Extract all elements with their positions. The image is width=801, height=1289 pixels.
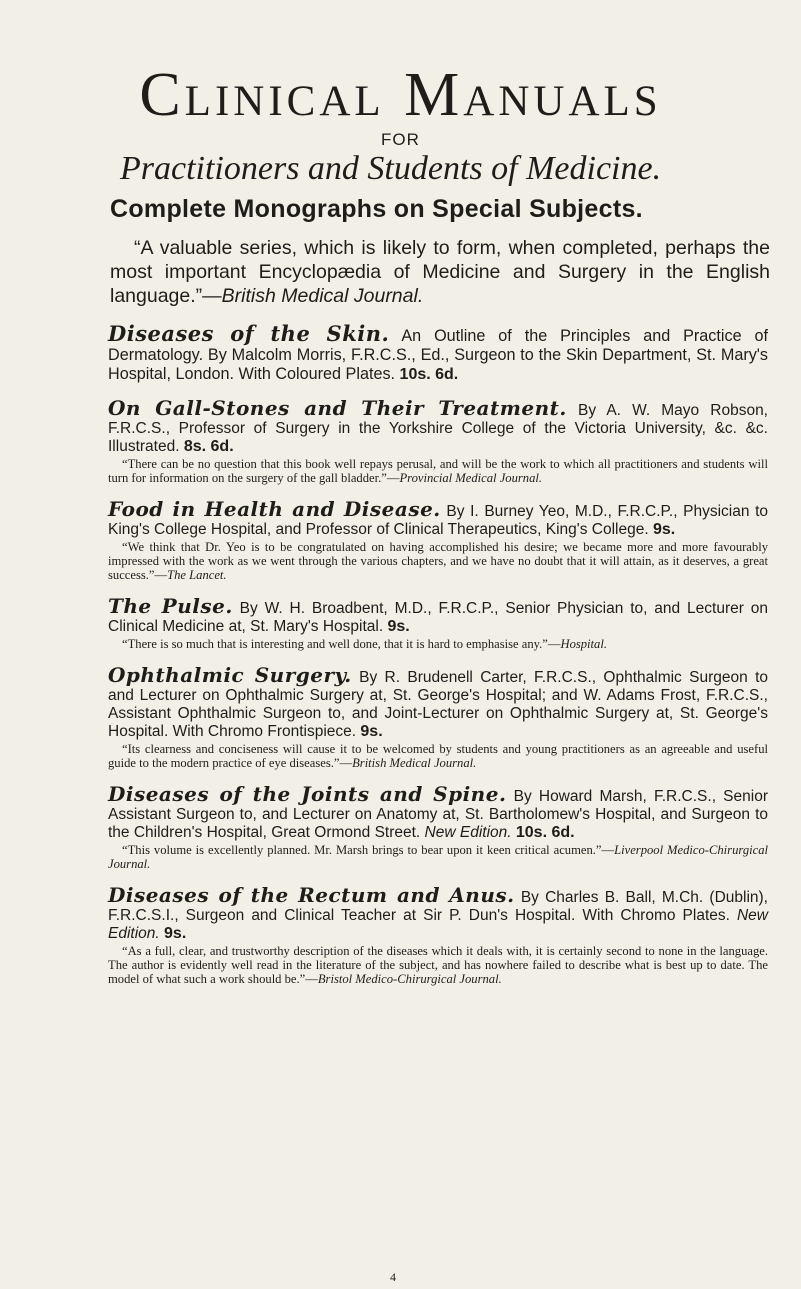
intro-source: British Medical Journal. — [221, 285, 424, 307]
entry-review — [108, 742, 768, 770]
entry-review — [108, 457, 768, 485]
entry-rectum-anus — [108, 883, 768, 986]
entry-title: On Gall-Stones and Their Treatment. — [108, 396, 567, 420]
entry-main — [108, 782, 768, 842]
intro-text: “A valuable series, which is likely to form, when completed, perhaps the most important Encyclopædia of Medicine and Surgery in the English language.”— — [110, 237, 770, 307]
tagline: Complete Monographs on Special Subjects. — [110, 195, 643, 223]
review-source: Provincial Medical Journal. — [399, 471, 543, 485]
page-number: 4 — [390, 1270, 396, 1284]
entry-main — [108, 594, 768, 636]
entry-main — [108, 396, 768, 456]
review-text: “Its clearness and conciseness will cause it to be welcomed by students and young practitioners as an agreeable and useful guide to the modern practice of eye diseases.”— — [108, 742, 768, 770]
entry-price: 10s. 6d. — [515, 824, 575, 841]
entry-price: 9s. — [652, 521, 676, 538]
entry-main — [108, 497, 769, 539]
entry-skin — [108, 321, 769, 384]
review-source: Bristol Medico-Chirurgical Journal. — [317, 972, 502, 986]
page-subtitle: Practitioners and Students of Medicine. — [120, 150, 662, 187]
entry-joints-spine — [108, 782, 768, 871]
for-line: FOR — [381, 130, 420, 149]
entry-title: Food in Health and Disease. — [108, 497, 441, 521]
entry-pulse — [108, 594, 768, 651]
entries-list — [108, 321, 769, 1001]
entry-body: An Outline of the Principles and Practice of Dermatology. By Malcolm Morris, F.R.C.S., Ed., Surgeon to the Skin Department, St. Mary's Hospital, London. With Coloured Plates. — [108, 327, 769, 383]
entry-title: Ophthalmic Surgery. — [108, 663, 352, 687]
entry-edition: New Edition. — [108, 907, 768, 942]
entry-main — [108, 663, 768, 741]
entry-review — [108, 944, 768, 986]
review-source: British Medical Journal. — [352, 756, 477, 770]
entry-price: 9s. — [360, 723, 383, 740]
entry-price: 9s. — [164, 925, 187, 942]
entry-review — [108, 637, 768, 651]
entry-review — [108, 843, 768, 871]
review-text: “There can be no question that this book well repays perusal, and will be the work to which all practitioners and students will turn for information on the surgery of the gall bladder.”— — [108, 457, 768, 485]
entry-review — [108, 540, 768, 582]
entry-ophthalmic — [108, 663, 768, 770]
entry-main — [108, 321, 769, 384]
entry-title: Diseases of the Skin. — [108, 321, 390, 346]
entry-body: By Charles B. Ball, M.Ch. (Dublin), F.R.C.S.I., Surgeon and Clinical Teacher at Sir P. Dun's Hospital. With Chromo Plates. — [108, 889, 768, 924]
review-source: Liverpool Medico-Chirurgical Journal. — [108, 843, 768, 871]
entry-body: By Howard Marsh, F.R.C.S., Senior Assistant Surgeon to, and Lecturer on Anatomy at, St. Bartholomew's Hospital, and Surgeon to the Children's Hospital, Great Ormond Street. — [108, 788, 768, 841]
review-source: The Lancet. — [167, 568, 227, 582]
entry-main — [108, 883, 768, 943]
entry-body: By R. Brudenell Carter, F.R.C.S., Ophthalmic Surgeon to and Lecturer on Ophthalmic Surgery at, St. George's Hospital; and W. Adams Frost, F.R.C.S., Assistant Ophthalmic Surgeon to, and Joint-Lecturer on Ophthalmic Surgery at, St. George's Hospital. With Chromo Frontispiece. — [108, 669, 768, 740]
entry-title: The Pulse. — [108, 594, 233, 618]
entry-price: 8s. 6d. — [183, 438, 234, 455]
entry-gall-stones — [108, 396, 768, 485]
review-source: Hospital. — [560, 637, 608, 651]
review-text: “This volume is excellently planned. Mr. Marsh brings to bear upon it keen critical acumen.”— — [122, 843, 615, 857]
entry-title: Diseases of the Rectum and Anus. — [108, 883, 515, 907]
entry-body: By A. W. Mayo Robson, F.R.C.S., Professor of Surgery in the Yorkshire College of the Victoria University, &c. &c. Illustrated. — [108, 402, 768, 455]
entry-food — [108, 497, 769, 582]
page-title: Clinical Manuals — [139, 61, 662, 129]
review-text: “We think that Dr. Yeo is to be congratulated on having accomplished his desire; we became more and more favourably impressed with the work as we went through the various chapters, and we have no doubt that it will attain, as it deserves, a great success.”— — [108, 540, 768, 582]
review-text: “As a full, clear, and trustworthy description of the diseases which it deals with, it is certainly second to none in the language. The author is evidently well read in the literature of the subject, and has nowhere failed to describe what is best up to date. The model of what such a work should be.”— — [108, 944, 768, 986]
intro-quote — [110, 236, 770, 308]
entry-title: Diseases of the Joints and Spine. — [108, 782, 507, 806]
entry-price: 10s. 6d. — [399, 366, 459, 383]
entry-body: By I. Burney Yeo, M.D., F.R.C.P., Physician to King's College Hospital, and Professor of Clinical Therapeutics, King's College. — [108, 503, 769, 538]
entry-price: 9s. — [387, 618, 410, 635]
entry-body: By W. H. Broadbent, M.D., F.R.C.P., Senior Physician to, and Lecturer on Clinical Medicine at, St. Mary's Hospital. — [108, 600, 768, 635]
review-text: “There is so much that is interesting and well done, that it is hard to emphasise any.”— — [122, 637, 561, 651]
entry-edition: New Edition. — [424, 824, 512, 841]
